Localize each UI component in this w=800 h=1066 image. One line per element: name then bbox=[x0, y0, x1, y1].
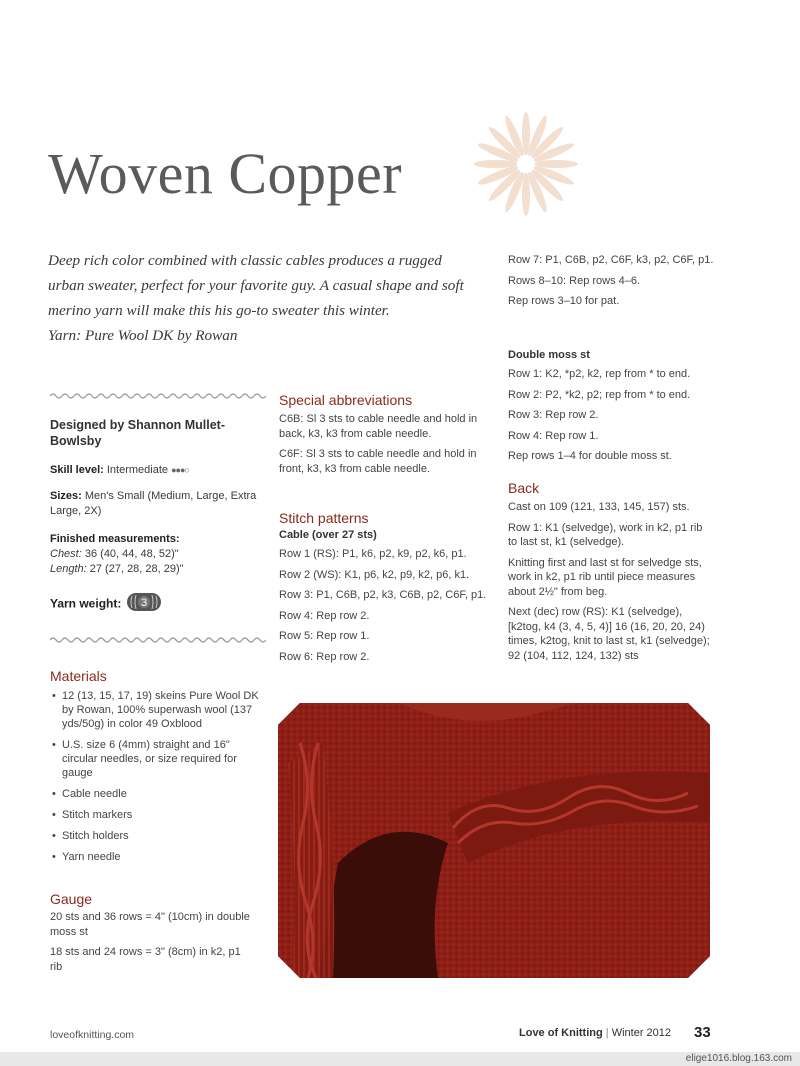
magazine-name: Love of Knitting bbox=[519, 1027, 603, 1039]
pattern-row: Row 1: K1 (selvedge), work in k2, p1 rib to last st, k1 (selvedge). bbox=[508, 521, 703, 548]
pattern-row: Row 3: Rep row 2. bbox=[508, 409, 599, 421]
stitch-heading: Stitch patterns bbox=[279, 510, 369, 526]
list-item: • Yarn needle bbox=[62, 850, 260, 864]
back-heading: Back bbox=[508, 480, 540, 496]
length-label: Length: bbox=[50, 563, 87, 575]
list-item: • 12 (13, 15, 17, 19) skeins Pure Wool DK by Rowan, 100% superwash wool (137 yds/50g) in color 49 Oxblood bbox=[62, 689, 260, 731]
chest-label: Chest: bbox=[50, 548, 82, 560]
issue: Winter 2012 bbox=[611, 1027, 672, 1039]
gauge-line: 20 sts and 36 rows = 4" (10cm) in double moss st bbox=[50, 911, 250, 938]
pattern-row: Rep rows 1–4 for double moss st. bbox=[508, 450, 672, 462]
skill-value: Intermediate bbox=[106, 464, 169, 476]
watermark-text: elige1016.blog.163.com bbox=[685, 1053, 792, 1064]
pattern-row: Row 2: P2, *k2, p2; rep from * to end. bbox=[508, 388, 691, 401]
special-abbreviations bbox=[279, 391, 489, 482]
pattern-row: Row 2 (WS): K1, p6, k2, p9, k2, p6, k1. bbox=[279, 568, 470, 581]
gauge-line: 18 sts and 24 rows = 3" (8cm) in k2, p1 rib bbox=[50, 946, 241, 973]
pattern-row: Row 4: Rep row 1. bbox=[508, 429, 599, 442]
abbrev-line: C6F: Sl 3 sts to cable needle and hold in front, k3, k3 from cable needle. bbox=[279, 448, 477, 475]
pattern-row: Row 6: Rep row 2. bbox=[279, 650, 370, 663]
stitch-patterns bbox=[279, 509, 489, 670]
list-item: • Stitch markers bbox=[62, 808, 260, 822]
yarn-weight-value: 3 bbox=[141, 597, 148, 609]
pattern-row: Row 1 (RS): P1, k6, p2, k9, p2, k6, p1. bbox=[279, 548, 467, 560]
finished-label: Finished measurements: bbox=[50, 533, 180, 545]
back-section bbox=[508, 479, 713, 669]
gauge-heading: Gauge bbox=[50, 891, 93, 907]
intro-text bbox=[48, 248, 468, 348]
skill-dots-icon: ●●●○ bbox=[171, 465, 189, 475]
yarn-line: Yarn: Pure Wool DK by Rowan bbox=[48, 327, 238, 344]
footer-site: loveofknitting.com bbox=[50, 1029, 135, 1041]
moss-heading: Double moss st bbox=[508, 349, 590, 361]
list-item: • Stitch holders bbox=[62, 829, 260, 843]
yarn-weight-label: Yarn weight: bbox=[50, 596, 122, 611]
footer-magazine: Love of Knitting | Winter 2012 bbox=[519, 1027, 672, 1039]
pattern-row: Row 4: Rep row 2. bbox=[279, 609, 370, 622]
page-title: Woven Copper bbox=[48, 141, 403, 206]
list-item: • U.S. size 6 (4mm) straight and 16" circular needles, or size required for gauge bbox=[62, 738, 260, 780]
length-value: 27 (27, 28, 28, 29)" bbox=[89, 563, 184, 575]
watermark-bar bbox=[0, 1052, 800, 1066]
special-heading: Special abbreviations bbox=[279, 392, 413, 408]
pattern-row: Cast on 109 (121, 133, 145, 157) sts. bbox=[508, 501, 690, 513]
page-number: 33 bbox=[694, 1024, 711, 1041]
skill-label: Skill level: bbox=[50, 464, 104, 476]
pattern-row: Row 1: K2, *p2, k2, rep from * to end. bbox=[508, 368, 691, 380]
designer: Designed by Shannon Mullet-Bowlsby bbox=[50, 418, 226, 448]
pattern-row: Knitting first and last st for selvedge sts, work in k2, p1 rib until piece measures about 2½" from beg. bbox=[508, 556, 702, 598]
abbrev-line: C6B: Sl 3 sts to cable needle and hold in back, k3, k3 from cable needle. bbox=[279, 413, 478, 440]
pattern-row: Row 7: P1, C6B, p2, C6F, k3, p2, C6F, p1. bbox=[508, 254, 714, 266]
yarn-skein-icon bbox=[126, 592, 162, 617]
finished-measurements bbox=[50, 532, 265, 577]
cable-continued bbox=[508, 253, 718, 315]
sizes-label: Sizes: bbox=[50, 490, 82, 502]
list-item: • Cable needle bbox=[62, 787, 260, 801]
snowflake-icon bbox=[466, 104, 586, 224]
pattern-row: Next (dec) row (RS): K1 (selvedge), [k2tog, k4 (3, 4, 5, 4)] 16 (16, 20, 20, 24) times, k2tog, knit to last st, k1 (selvedge); 92 (104, 112, 124, 132) sts bbox=[508, 606, 710, 662]
materials-list bbox=[50, 689, 260, 864]
gauge-section bbox=[50, 890, 255, 980]
wave-divider bbox=[50, 392, 266, 400]
sizes-value: Men's Small (Medium, Large, Extra Large, 2X) bbox=[50, 490, 257, 517]
chest-value: 36 (40, 44, 48, 52)" bbox=[84, 548, 179, 560]
wave-divider bbox=[50, 636, 266, 644]
materials-heading: Materials bbox=[50, 668, 107, 684]
pattern-row: Rows 8–10: Rep rows 4–6. bbox=[508, 274, 641, 287]
yarn-weight bbox=[50, 592, 265, 617]
intro-paragraph: Deep rich color combined with classic cables produces a rugged urban sweater, perfect for your favorite guy. A casual shape and soft merino yarn will make this his go-to sweater this winter. bbox=[48, 252, 464, 319]
pattern-row: Rep rows 3–10 for pat. bbox=[508, 295, 620, 307]
double-moss-section bbox=[508, 349, 718, 470]
pattern-row: Row 5: Rep row 1. bbox=[279, 630, 370, 642]
materials-section bbox=[50, 667, 260, 871]
cable-heading: Cable (over 27 sts) bbox=[279, 529, 377, 541]
skill-level bbox=[50, 463, 265, 478]
sizes bbox=[50, 489, 260, 519]
pattern-row: Row 3: P1, C6B, p2, k3, C6B, p2, C6F, p1. bbox=[279, 589, 487, 601]
sweater-photo bbox=[278, 703, 710, 978]
